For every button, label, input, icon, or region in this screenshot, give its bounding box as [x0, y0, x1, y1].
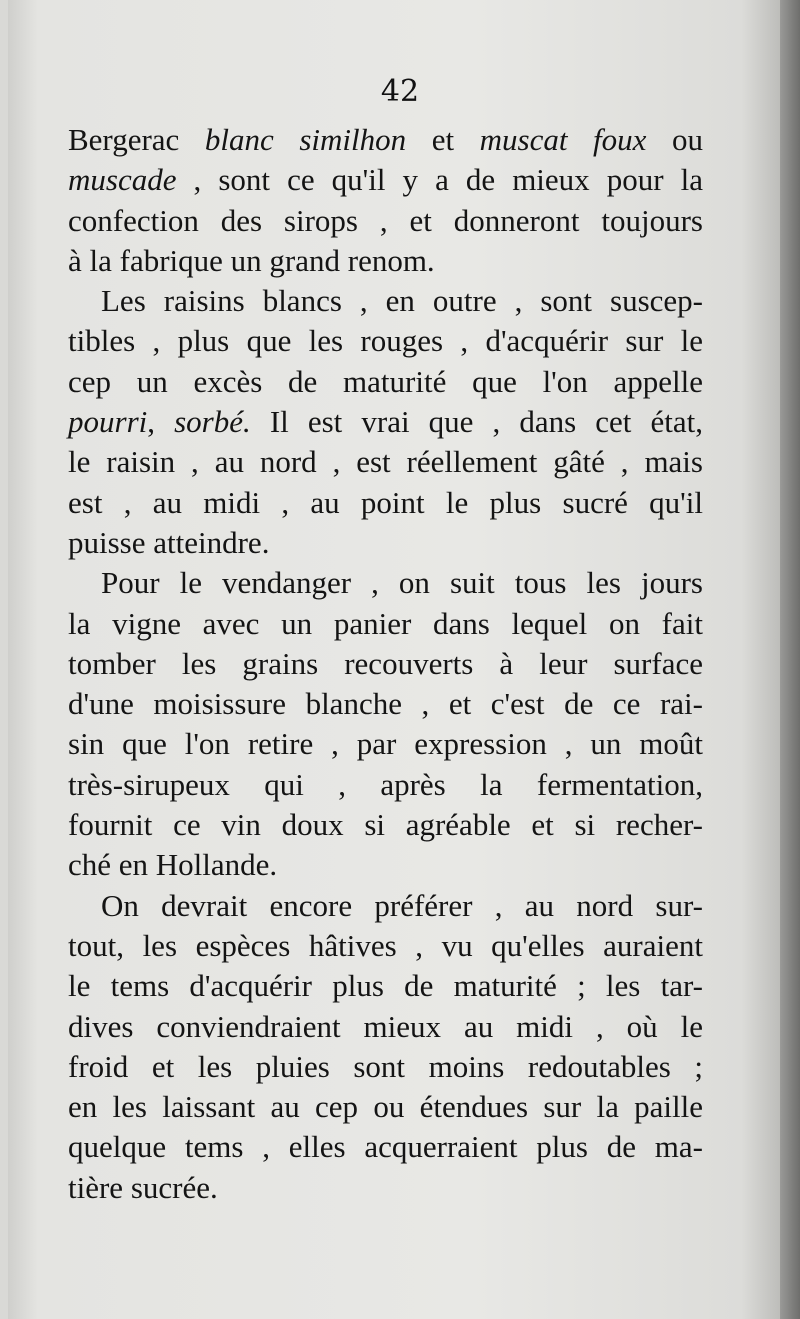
paragraph-start-line: Les raisins blancs , en outre , sont suscep- — [101, 283, 703, 319]
text-line: confection des sirops , et donneront toujours — [68, 202, 703, 238]
paragraph-start-line: Pour le vendanger , on suit tous les jours — [101, 565, 703, 601]
text-line: d'une moisissure blanche , et c'est de ce rai- — [68, 686, 703, 722]
text-line: dives conviendraient mieux au midi , où le — [68, 1008, 703, 1044]
paragraph-end-line: à la fabrique un grand renom. — [68, 242, 435, 278]
text-line: est , au midi , au point le plus sucré qu'il — [68, 484, 703, 520]
text-line: tomber les grains recouverts à leur surface — [68, 645, 703, 681]
paragraph-start-line: On devrait encore préférer , au nord sur- — [101, 887, 703, 923]
text-line: froid et les pluies sont moins redoutables ; — [68, 1048, 703, 1084]
text-line: le tems d'acquérir plus de maturité ; les tar- — [68, 968, 703, 1004]
paragraph-end-line: puisse atteindre. — [68, 524, 270, 560]
text-line: fournit ce vin doux si agréable et si recher- — [68, 807, 703, 843]
page-number: 42 — [380, 74, 420, 109]
text-line: cep un excès de maturité que l'on appelle — [68, 363, 703, 399]
text-line: Bergerac blanc similhon et muscat foux ou — [68, 122, 704, 157]
text-line: tout, les espèces hâtives , vu qu'elles auraient — [68, 927, 703, 963]
paragraph-end-line: ché en Hollande. — [68, 847, 278, 883]
text-line: très-sirupeux qui , après la fermentation, — [68, 766, 703, 802]
text-line: quelque tems , elles acquerraient plus de ma- — [68, 1129, 703, 1165]
text-line: le raisin , au nord , est réellement gâté , mais — [68, 444, 703, 480]
text-line: sin que l'on retire , par expression , un moût — [68, 726, 703, 762]
paragraph-end-line: tière sucrée. — [68, 1169, 218, 1205]
text-line: tibles , plus que les rouges , d'acquérir sur le — [68, 323, 703, 359]
scan-edge-shadow — [780, 0, 800, 1319]
text-line: en les laissant au cep ou étendues sur la paille — [68, 1089, 703, 1125]
text-line: la vigne avec un panier dans lequel on fait — [68, 605, 703, 641]
text-line: pourri, sorbé. Il est vrai que , dans cet état, — [68, 404, 703, 440]
body-text — [68, 120, 703, 1208]
text-line: muscade , sont ce qu'il y a de mieux pour la — [68, 162, 703, 198]
